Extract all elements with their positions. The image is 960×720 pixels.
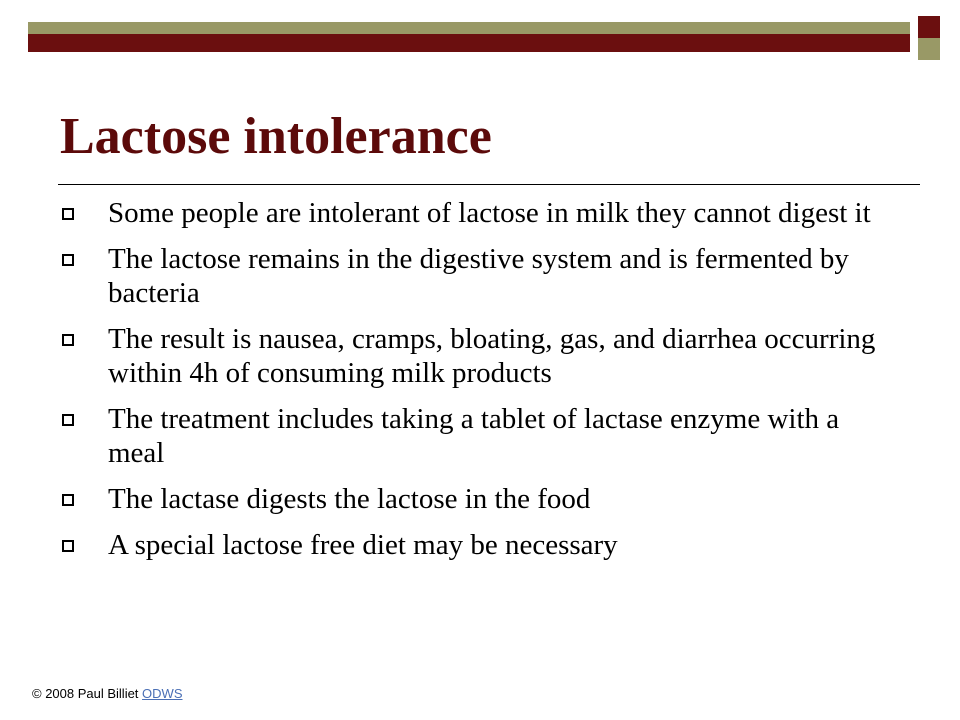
copyright-text: © 2008 Paul Billiet (32, 686, 139, 701)
odws-link[interactable]: ODWS (142, 686, 183, 701)
bullet-text: Some people are intolerant of lactose in milk they cannot digest it (108, 197, 871, 229)
footer-credit (32, 686, 183, 701)
bullet-item (62, 402, 902, 470)
header-bar-olive (28, 22, 910, 34)
bullet-text: The treatment includes taking a tablet of lactase enzyme with a meal (108, 403, 840, 469)
bullet-item (62, 528, 902, 562)
hollow-square-bullet-icon (62, 540, 74, 552)
bullet-item (62, 196, 902, 230)
hollow-square-bullet-icon (62, 254, 74, 266)
bullet-item (62, 322, 902, 390)
header-bar-maroon (28, 34, 910, 52)
corner-square-maroon (918, 16, 940, 38)
bullet-list (62, 196, 902, 574)
bullet-text: The lactase digests the lactose in the food (108, 483, 591, 515)
bullet-item (62, 242, 902, 310)
hollow-square-bullet-icon (62, 334, 74, 346)
hollow-square-bullet-icon (62, 414, 74, 426)
corner-square-olive (918, 38, 940, 60)
bullet-text: A special lactose free diet may be necessary (108, 529, 618, 561)
bullet-text: The result is nausea, cramps, bloating, gas, and diarrhea occurring within 4h of consuming milk products (108, 323, 876, 389)
slide-title: Lactose intolerance (60, 108, 492, 165)
title-divider (58, 184, 920, 185)
hollow-square-bullet-icon (62, 208, 74, 220)
bullet-item (62, 482, 902, 516)
bullet-text: The lactose remains in the digestive system and is fermented by bacteria (108, 243, 849, 309)
hollow-square-bullet-icon (62, 494, 74, 506)
